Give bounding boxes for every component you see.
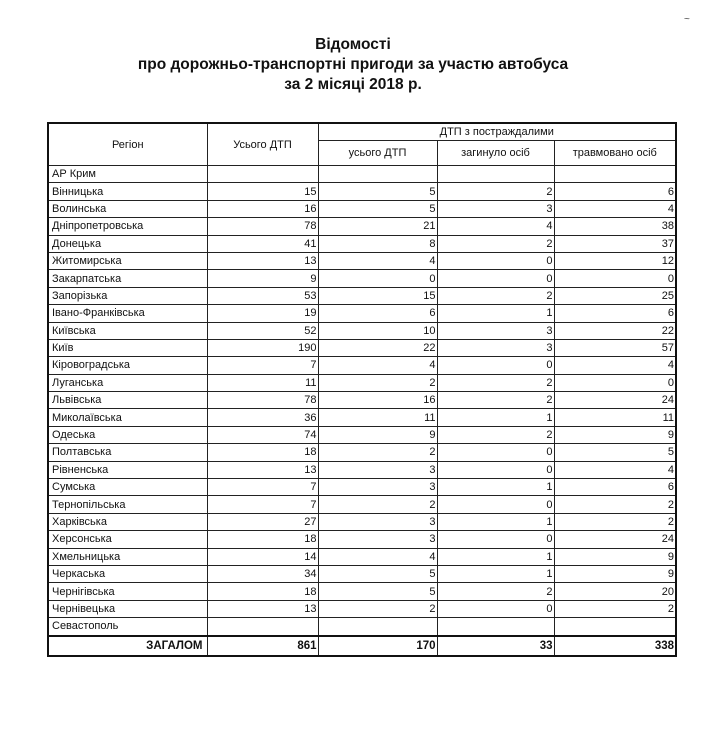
total-cell: 34 (207, 565, 318, 582)
title-line-2: про дорожньо-транспортні пригоди за участю автобуса (137, 56, 569, 73)
injured-cell: 22 (554, 322, 676, 339)
table-row (48, 252, 676, 269)
table-body (48, 166, 676, 636)
region-cell: Севастополь (48, 618, 207, 636)
killed-cell: 2 (437, 235, 554, 252)
total-cell: 7 (207, 496, 318, 513)
injured-cell: 5 (554, 444, 676, 461)
injured-cell: 37 (554, 235, 676, 252)
total-cell: 18 (207, 444, 318, 461)
total-cell: 190 (207, 339, 318, 356)
table-row (48, 583, 676, 600)
table-row (48, 496, 676, 513)
injured-cell: 12 (554, 252, 676, 269)
table-row (48, 444, 676, 461)
table-row (48, 409, 676, 426)
sub-total-cell: 2 (318, 444, 437, 461)
injured-cell: 6 (554, 183, 676, 200)
total-cell: 41 (207, 235, 318, 252)
killed-cell: 2 (437, 287, 554, 304)
region-cell: Закарпатська (48, 270, 207, 287)
region-cell: Тернопільська (48, 496, 207, 513)
sub-total-cell: 10 (318, 322, 437, 339)
region-cell: Хмельницька (48, 548, 207, 565)
killed-cell: 2 (437, 374, 554, 391)
killed-cell: 0 (437, 270, 554, 287)
sub-total-cell: 0 (318, 270, 437, 287)
sub-total-cell: 11 (318, 409, 437, 426)
killed-cell: 1 (437, 565, 554, 582)
table-row (48, 479, 676, 496)
totals-row (48, 636, 676, 656)
region-cell: Житомирська (48, 252, 207, 269)
totals-killed: 33 (437, 636, 554, 656)
region-cell: Луганська (48, 374, 207, 391)
table-row (48, 287, 676, 304)
total-cell: 27 (207, 513, 318, 530)
injured-cell: 38 (554, 218, 676, 235)
killed-cell: 2 (437, 392, 554, 409)
total-cell: 13 (207, 461, 318, 478)
injured-cell: 6 (554, 479, 676, 496)
sub-total-cell: 4 (318, 357, 437, 374)
region-cell: Миколаївська (48, 409, 207, 426)
region-cell: Сумська (48, 479, 207, 496)
killed-cell (437, 618, 554, 636)
table-row (48, 339, 676, 356)
killed-cell: 0 (437, 496, 554, 513)
table-row (48, 513, 676, 530)
total-cell: 18 (207, 531, 318, 548)
injured-cell: 4 (554, 200, 676, 217)
injured-cell: 57 (554, 339, 676, 356)
total-cell: 78 (207, 218, 318, 235)
header-sub-total: усього ДТП (318, 141, 437, 166)
sub-total-cell: 22 (318, 339, 437, 356)
sub-total-cell: 6 (318, 305, 437, 322)
table-row (48, 426, 676, 443)
sub-total-cell: 5 (318, 583, 437, 600)
region-cell: Вінницька (48, 183, 207, 200)
table-row (48, 618, 676, 636)
region-cell: Київська (48, 322, 207, 339)
table-row (48, 270, 676, 287)
region-cell: Запорізька (48, 287, 207, 304)
sub-total-cell: 5 (318, 565, 437, 582)
region-cell: Одеська (48, 426, 207, 443)
injured-cell: 25 (554, 287, 676, 304)
total-cell: 7 (207, 357, 318, 374)
table-row (48, 183, 676, 200)
sub-total-cell: 3 (318, 461, 437, 478)
table-row (48, 305, 676, 322)
injured-cell: 4 (554, 461, 676, 478)
region-cell: Харківська (48, 513, 207, 530)
region-cell: Донецька (48, 235, 207, 252)
header-injured: травмовано осіб (554, 141, 676, 166)
total-cell: 78 (207, 392, 318, 409)
table-row (48, 392, 676, 409)
killed-cell: 0 (437, 600, 554, 617)
sub-total-cell: 5 (318, 183, 437, 200)
total-cell: 11 (207, 374, 318, 391)
killed-cell: 0 (437, 252, 554, 269)
total-cell: 52 (207, 322, 318, 339)
injured-cell: 24 (554, 392, 676, 409)
killed-cell: 1 (437, 513, 554, 530)
injured-cell: 0 (554, 270, 676, 287)
total-cell: 7 (207, 479, 318, 496)
killed-cell: 2 (437, 183, 554, 200)
region-cell: Львівська (48, 392, 207, 409)
sub-total-cell: 3 (318, 531, 437, 548)
injured-cell: 9 (554, 426, 676, 443)
header-killed: загинуло осіб (437, 141, 554, 166)
region-cell: Чернівецька (48, 600, 207, 617)
sub-total-cell: 3 (318, 479, 437, 496)
region-cell: Кіровоградська (48, 357, 207, 374)
region-cell: Івано-Франківська (48, 305, 207, 322)
sub-total-cell: 4 (318, 252, 437, 269)
totals-label: ЗАГАЛОМ (48, 636, 207, 656)
killed-cell: 1 (437, 479, 554, 496)
totals-sub-total: 170 (318, 636, 437, 656)
sub-total-cell: 8 (318, 235, 437, 252)
total-cell: 19 (207, 305, 318, 322)
sub-total-cell: 3 (318, 513, 437, 530)
killed-cell: 1 (437, 548, 554, 565)
table-row (48, 461, 676, 478)
table-row (48, 322, 676, 339)
injured-cell (554, 166, 676, 183)
sub-total-cell: 5 (318, 200, 437, 217)
sub-total-cell: 16 (318, 392, 437, 409)
region-cell: Чернігівська (48, 583, 207, 600)
killed-cell: 1 (437, 305, 554, 322)
injured-cell: 0 (554, 374, 676, 391)
region-cell: Полтавська (48, 444, 207, 461)
table-row (48, 166, 676, 183)
report-table (47, 122, 677, 657)
total-cell: 9 (207, 270, 318, 287)
total-cell (207, 166, 318, 183)
header-total: Усього ДТП (207, 123, 318, 166)
table-row (48, 374, 676, 391)
total-cell: 36 (207, 409, 318, 426)
region-cell: Черкаська (48, 565, 207, 582)
region-cell: Дніпропетровська (48, 218, 207, 235)
injured-cell (554, 618, 676, 636)
injured-cell: 6 (554, 305, 676, 322)
table-row (48, 531, 676, 548)
table-row (48, 200, 676, 217)
killed-cell: 2 (437, 426, 554, 443)
injured-cell: 24 (554, 531, 676, 548)
injured-cell: 4 (554, 357, 676, 374)
sub-total-cell (318, 618, 437, 636)
killed-cell: 4 (437, 218, 554, 235)
killed-cell: 0 (437, 531, 554, 548)
killed-cell: 0 (437, 444, 554, 461)
killed-cell: 0 (437, 461, 554, 478)
killed-cell: 3 (437, 322, 554, 339)
injured-cell: 2 (554, 513, 676, 530)
total-cell (207, 618, 318, 636)
header-group-injured-accidents: ДТП з постраждалими (318, 123, 676, 141)
killed-cell: 3 (437, 200, 554, 217)
killed-cell (437, 166, 554, 183)
region-cell: Волинська (48, 200, 207, 217)
totals-total: 861 (207, 636, 318, 656)
document-title (0, 35, 706, 95)
killed-cell: 1 (437, 409, 554, 426)
killed-cell: 3 (437, 339, 554, 356)
injured-cell: 11 (554, 409, 676, 426)
sub-total-cell: 2 (318, 374, 437, 391)
title-line-1: Відомості (315, 36, 391, 53)
corner-mark: ~ (684, 14, 690, 25)
region-cell: АР Крим (48, 166, 207, 183)
injured-cell: 2 (554, 496, 676, 513)
sub-total-cell: 21 (318, 218, 437, 235)
totals-injured: 338 (554, 636, 676, 656)
region-cell: Рівненська (48, 461, 207, 478)
injured-cell: 9 (554, 548, 676, 565)
sub-total-cell (318, 166, 437, 183)
table-row (48, 357, 676, 374)
killed-cell: 2 (437, 583, 554, 600)
sub-total-cell: 2 (318, 496, 437, 513)
sub-total-cell: 9 (318, 426, 437, 443)
total-cell: 53 (207, 287, 318, 304)
header-region: Регіон (48, 123, 207, 166)
table-row (48, 600, 676, 617)
region-cell: Херсонська (48, 531, 207, 548)
injured-cell: 2 (554, 600, 676, 617)
table-row (48, 565, 676, 582)
table-row (48, 218, 676, 235)
total-cell: 74 (207, 426, 318, 443)
title-line-3: за 2 місяці 2018 р. (284, 76, 422, 93)
sub-total-cell: 2 (318, 600, 437, 617)
total-cell: 18 (207, 583, 318, 600)
injured-cell: 9 (554, 565, 676, 582)
table-row (48, 548, 676, 565)
total-cell: 15 (207, 183, 318, 200)
total-cell: 16 (207, 200, 318, 217)
table-row (48, 235, 676, 252)
total-cell: 14 (207, 548, 318, 565)
region-cell: Київ (48, 339, 207, 356)
sub-total-cell: 15 (318, 287, 437, 304)
total-cell: 13 (207, 252, 318, 269)
killed-cell: 0 (437, 357, 554, 374)
sub-total-cell: 4 (318, 548, 437, 565)
total-cell: 13 (207, 600, 318, 617)
injured-cell: 20 (554, 583, 676, 600)
